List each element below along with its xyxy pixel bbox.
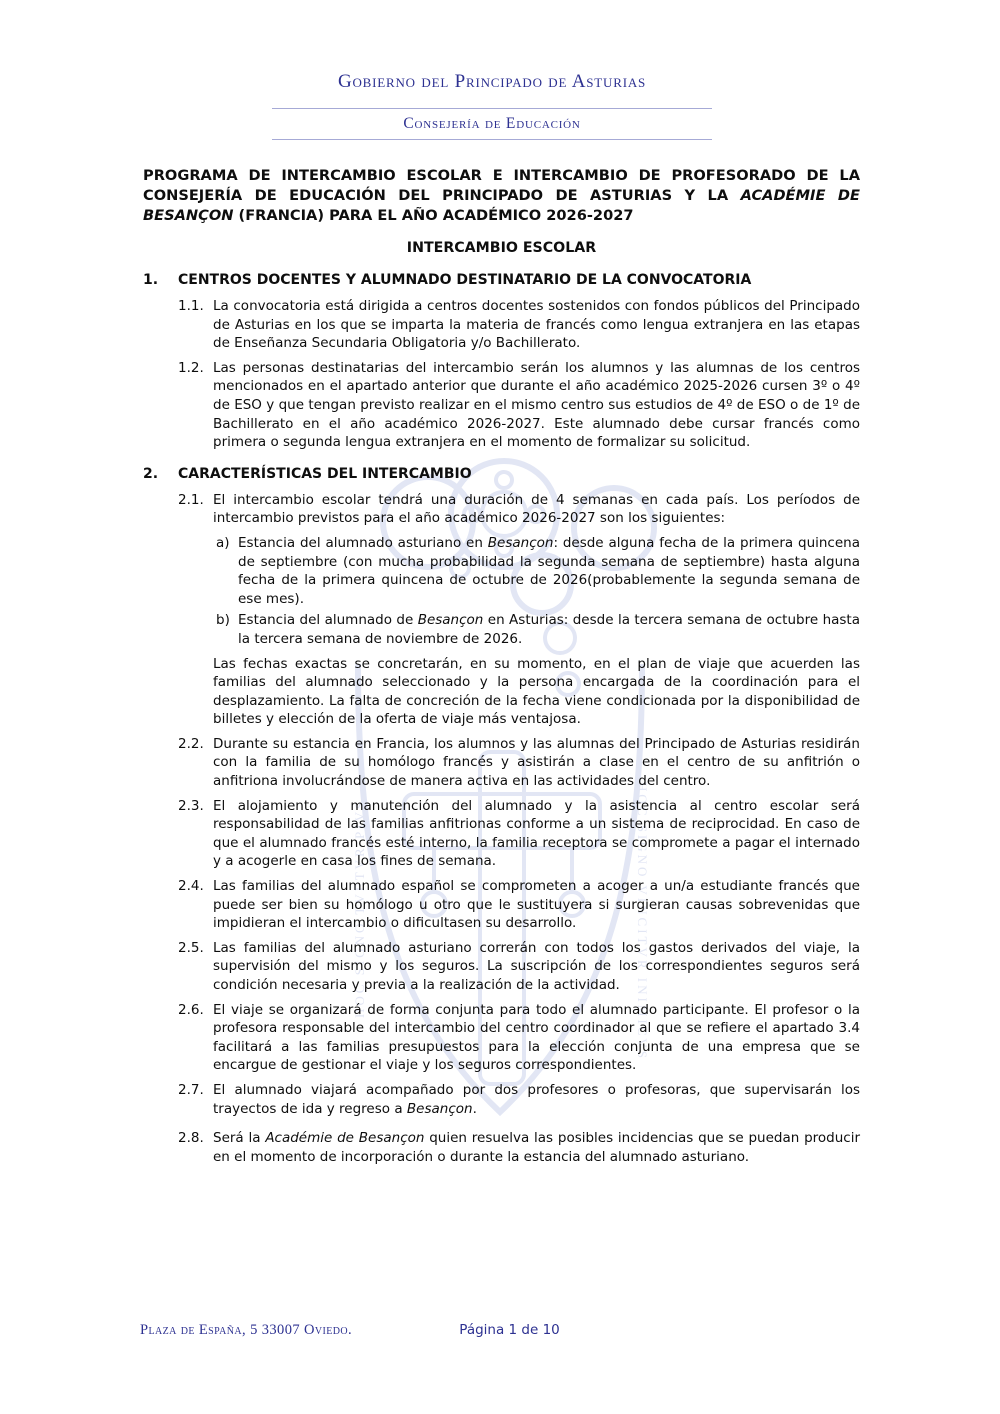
- paragraph-text: Las personas destinatarias del intercambio serán los alumnos y las alumnas de los centros mencionados en el apartado anterior que durante el año académico 2025-2026 cursen 3º o 4º de ESO y que tengan previsto realizar en el mismo centro sus estudios de 4º de ESO o de 1º de Bachillerato en el año académico 2026-2027. Este alumnado debe cursar francés como primera o segunda lengua extranjera en el momento de formalizar su solicitud.: [213, 359, 860, 451]
- letterhead-government: Gobierno del Principado de Asturias: [337, 71, 647, 92]
- subparagraph-text: Estancia del alumnado de Besançon en Asturias: desde la tercera semana de octubre hasta la tercera semana de noviembre de 2026.: [238, 612, 860, 647]
- paragraph-number: 2.7.: [178, 1081, 204, 1098]
- paragraph-2-5: [178, 939, 860, 995]
- subparagraph-label: b): [216, 612, 230, 629]
- paragraph-number: 2.3.: [178, 797, 204, 814]
- paragraph-text: Durante su estancia en Francia, los alumnos y las alumnas del Principado de Asturias residirán con la familia de su homólogo francés y asistirán a clase en el centro de su anfitrión o anfitriona involucrándose de manera activa en las actividades del centro.: [213, 735, 860, 790]
- page-footer: [140, 1322, 860, 1339]
- letterhead: [272, 0, 712, 140]
- section-1-heading: [143, 271, 860, 290]
- paragraph-2-6: [178, 1001, 860, 1075]
- paragraph-number: 2.5.: [178, 939, 204, 956]
- footer-page-number: Página 1 de 10: [459, 1322, 560, 1338]
- subparagraph-label: a): [216, 534, 230, 551]
- paragraph-2-2: [178, 735, 860, 791]
- paragraph-number: 2.4.: [178, 878, 204, 895]
- paragraph-number: 1.2.: [178, 359, 204, 376]
- section-title: CARACTERÍSTICAS DEL INTERCAMBIO: [178, 465, 472, 482]
- paragraph-number: 2.6.: [178, 1001, 204, 1018]
- subparagraph-b: [178, 611, 860, 648]
- subparagraph-a: [178, 534, 860, 608]
- section-1: [143, 271, 860, 452]
- letterhead-department: Consejería de Educación: [403, 115, 581, 132]
- paragraph-text: El alojamiento y manutención del alumnado y la asistencia al centro escolar será responsabilidad de las familias anfitrionas conforme a un sistema de reciprocidad. En caso de que el alumnado francés esté interno, la familia receptora se compromete a pagar el internado y a acogerle en casa los fines de semana.: [213, 797, 860, 870]
- paragraph-number: 1.1.: [178, 298, 204, 314]
- paragraph-text: Será la Académie de Besançon quien resuelva las posibles incidencias que se puedan producir en el momento de incorporación o durante la estancia del alumnado asturiano.: [213, 1130, 861, 1165]
- watermark-motto-right: HOC SIGNO VINCITVR INIMICVS: [635, 782, 650, 1062]
- paragraph-number: 2.1.: [178, 491, 204, 508]
- section-title: CENTROS DOCENTES Y ALUMNADO DESTINATARIO DE LA CONVOCATORIA: [178, 272, 752, 288]
- paragraph-text: El alumnado viajará acompañado por dos profesores o profesoras, que supervisarán los trayectos de ida y regreso a Besançon.: [213, 1081, 860, 1117]
- paragraph-text: Las familias del alumnado español se comprometen a acoger a un/a estudiante francés que puede ser bien su homólogo u otro que le sustituyera si surgieran causas sobrevenidas que impidieran el intercambio o dificultasen su desarrollo.: [213, 878, 860, 932]
- watermark-motto-left: HOC SIGNO TVETVR PIVS: [352, 798, 367, 1018]
- paragraph-2-8: [178, 1129, 860, 1166]
- paragraph-2-4: [178, 877, 860, 933]
- document-body: [0, 140, 1000, 1166]
- paragraph-number: 2.8.: [178, 1130, 204, 1147]
- paragraph-2-1-continuation: Las fechas exactas se concretarán, en su momento, en el plan de viaje que acuerden las familias del alumnado seleccionado y la persona encargada de la coordinación para el desplazamiento. La falta de concreción de la fecha viene condicionada por la disponibilidad de billetes y elección de la oferta de viaje más ventajosa.: [213, 655, 860, 728]
- section-2: [143, 465, 860, 1167]
- paragraph-text: El viaje se organizará de forma conjunta para todo el alumnado participante. El profesor o la profesora responsable del intercambio del centro coordinador al que se refiere el apartado 3.4 facilitará a las familias presupuestos para la elección conjunta de una empresa que se encargue de gestionar el viaje y los seguros correspondientes.: [213, 1001, 860, 1074]
- paragraph-2-3: [178, 797, 860, 871]
- document-subtitle: INTERCAMBIO ESCOLAR: [406, 240, 597, 256]
- paragraph-2-7: [178, 1081, 860, 1118]
- section-2-heading: [143, 465, 860, 484]
- document-title: PROGRAMA DE INTERCAMBIO ESCOLAR E INTERCAMBIO DE PROFESORADO DE LA CONSEJERÍA DE EDUCACIÓN DEL PRINCIPADO DE ASTURIAS Y LA ACADÉMIE DE BESANÇON (FRANCIA) PARA EL AÑO ACADÉMICO 2026-2027: [143, 167, 860, 224]
- subparagraph-text: Estancia del alumnado asturiano en Besançon: desde alguna fecha de la primera quincena de septiembre (con mucha probabilidad la segunda semana de septiembre) hasta alguna fecha de la primera quincena de octubre de 2026(probablemente la segunda semana de ese mes).: [238, 534, 860, 607]
- paragraph-text: El intercambio escolar tendrá una duración de 4 semanas en cada país. Los períodos de intercambio previstos para el año académico 2026-2027 son los siguientes:: [213, 491, 860, 527]
- paragraph-number: 2.2.: [178, 735, 204, 752]
- paragraph-1-1: [178, 297, 860, 353]
- paragraph-text: La convocatoria está dirigida a centros docentes sostenidos con fondos públicos del Principado de Asturias en los que se imparta la materia de francés como lengua extranjera en las etapas de Enseñanza Secundaria Obligatoria y/o Bachillerato.: [213, 298, 860, 352]
- footer-address: Plaza de España, 5 33007 Oviedo.: [140, 1322, 353, 1338]
- paragraph-text: Las familias del alumnado asturiano correrán con todos los gastos derivados del viaje, la supervisión del mismo y los seguros. La suscripción de los correspondientes seguros será condición necesaria y previa a la realización de la actividad.: [213, 939, 860, 993]
- paragraph-2-1: [178, 491, 860, 528]
- paragraph-1-2: [178, 359, 860, 452]
- section-number: 2.: [143, 465, 159, 482]
- section-number: 1.: [143, 272, 159, 288]
